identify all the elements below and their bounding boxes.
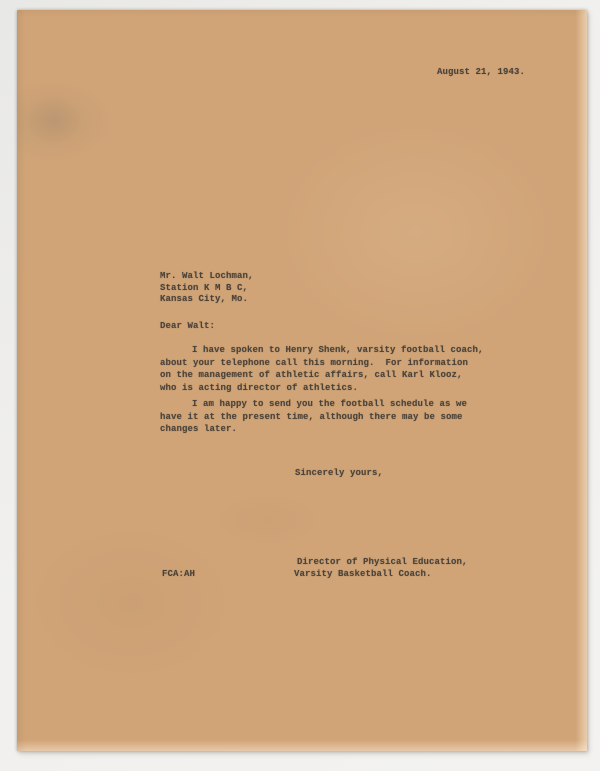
paragraph-line: I am happy to send you the football schedule as we [192,399,468,409]
date-line: August 21, 1943. [437,67,526,77]
paragraph-line: have it at the present time, although there may be some [160,411,463,422]
recipient-address [160,271,254,306]
signature-title-line: Director of Physical Education, [297,557,468,567]
reference-initials: FCA:AH [162,569,196,579]
signature-title-line: Varsity Basketball Coach. [294,568,432,579]
recipient-city: Kansas City, Mo. [160,294,249,304]
body-paragraph-2 [160,398,467,436]
salutation: Dear Walt: [160,321,216,331]
closing-salutation: Sincerely yours, [295,468,384,478]
paragraph-line: who is acting director of athletics. [160,382,359,393]
paragraph-line: about your telephone call this morning. For information [160,357,469,368]
paragraph-line: on the management of athletic affairs, call Karl Klooz, [160,370,463,381]
paper-stain [27,95,82,145]
paragraph-line: changes later. [160,424,238,435]
signature-block [294,557,468,580]
letter-page [17,10,587,751]
paper-stain [207,490,327,550]
recipient-station: Station K M B C, [160,282,249,293]
body-paragraph-1 [160,344,484,394]
recipient-name: Mr. Walt Lochman, [160,271,254,281]
paragraph-line: I have spoken to Henry Shenk, varsity football coach, [192,345,484,355]
